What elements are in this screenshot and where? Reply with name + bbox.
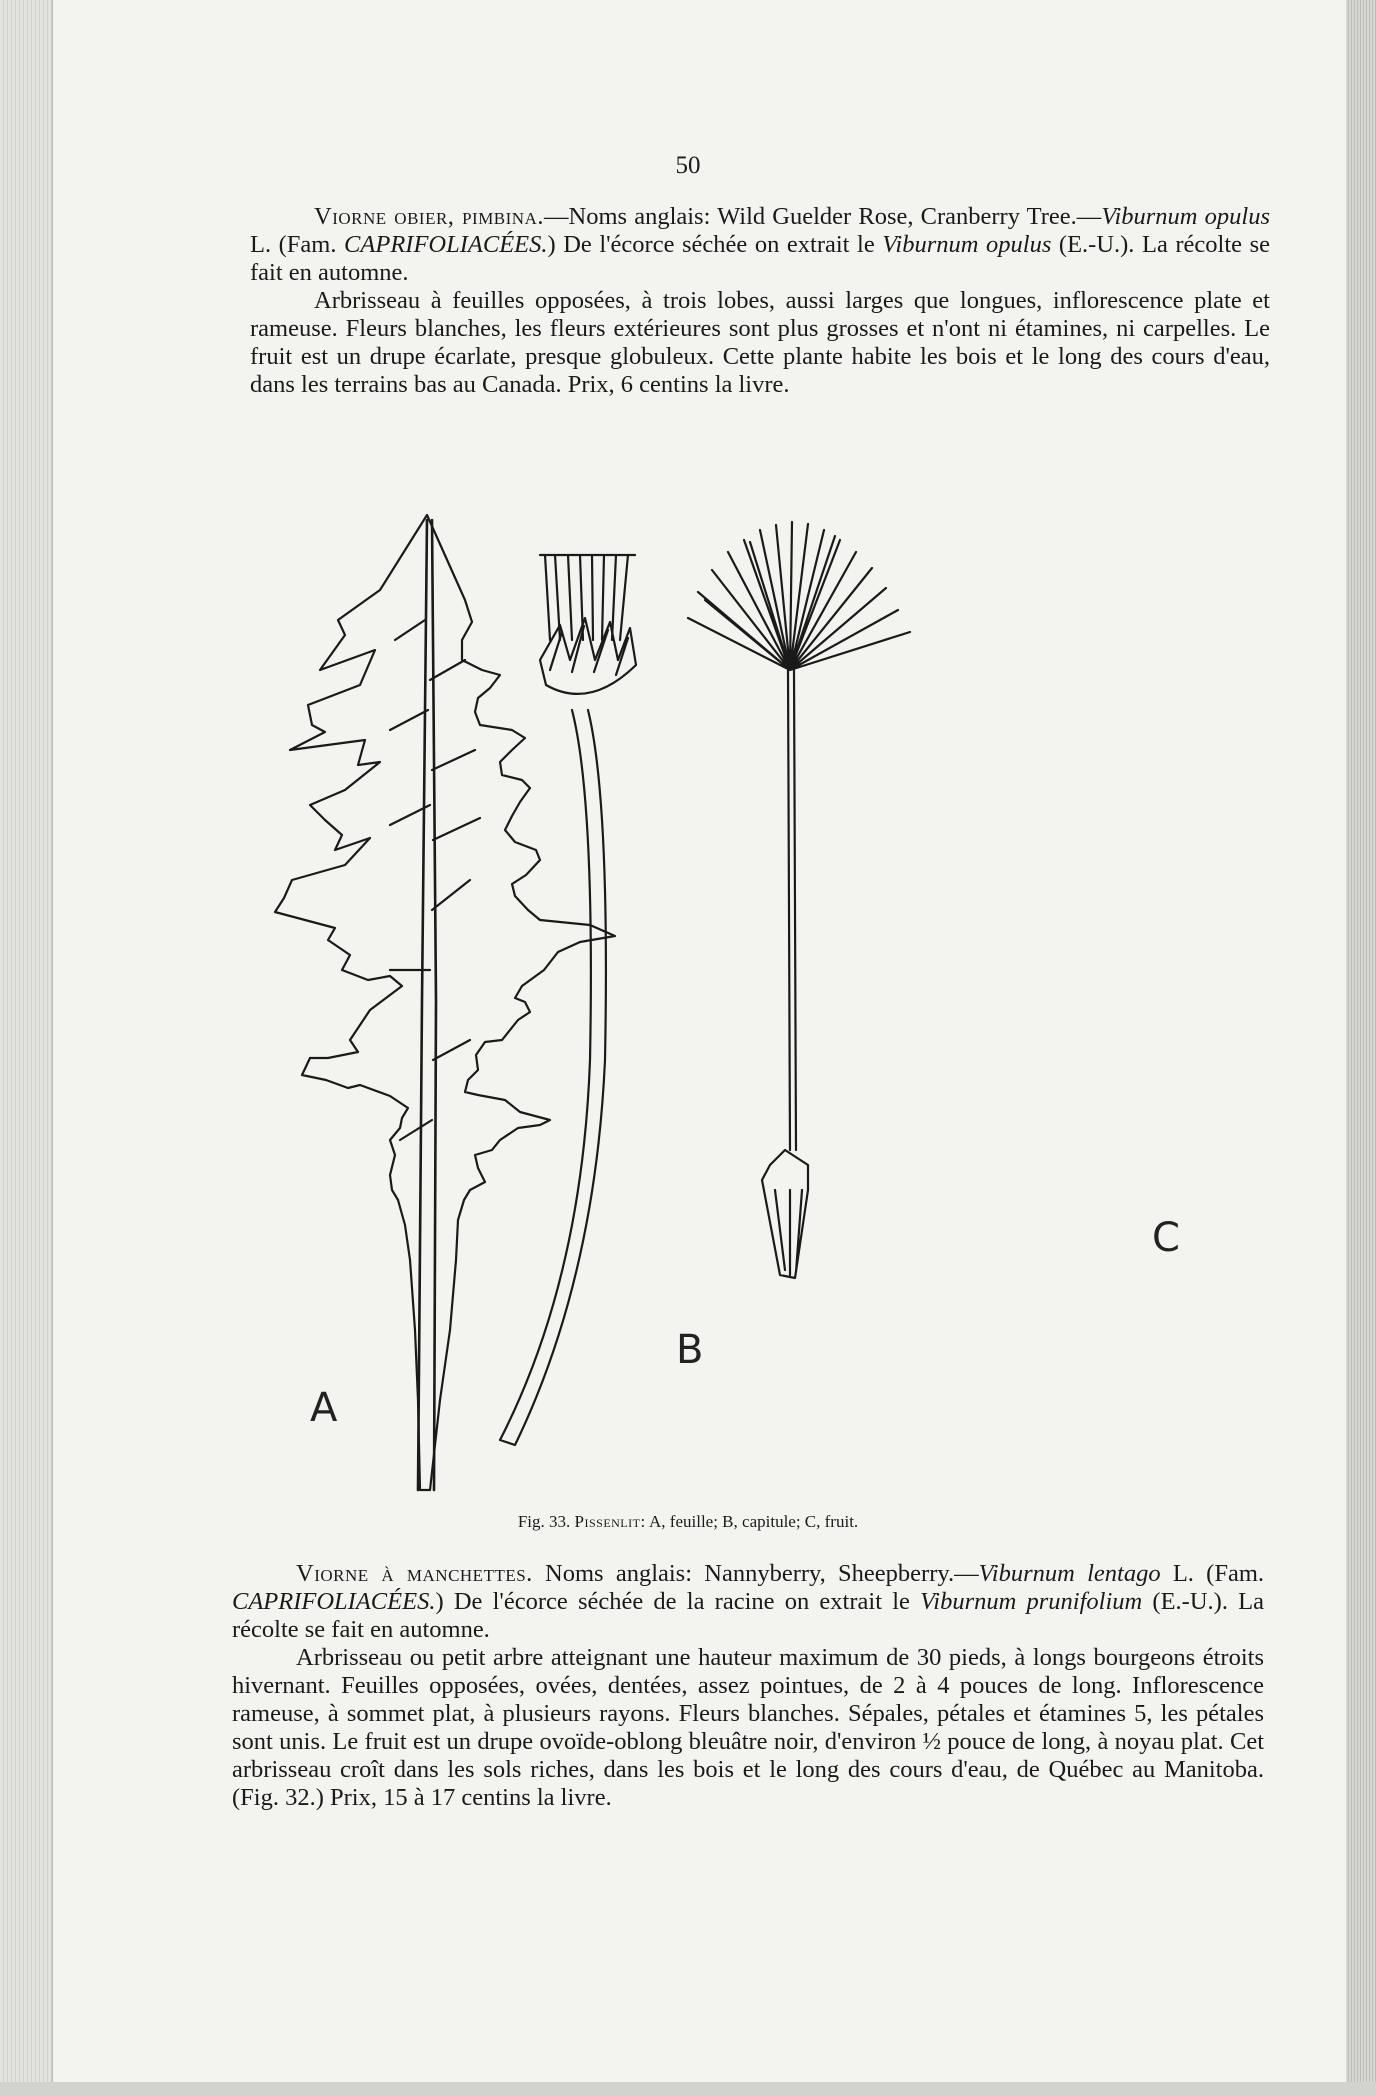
entry-viorne-obier-description: Arbrisseau à feuilles opposées, à trois lobes, aussi larges que longues, inflorescence plate et rameuse. Fleurs blanches, les fleurs extérieures sont plus grosses et n'ont ni étamines, ni carpelles. Le fruit est un drupe écarlate, presque globuleux. Cette plante habite les bois et le long des cours d'eau, dans les terrains bas au Canada. Prix, 6 centins la livre. (250, 287, 1270, 398)
figure-label-b: B (676, 1327, 704, 1373)
dandelion-illustration (250, 500, 1290, 1520)
seed-beak (788, 670, 796, 1150)
entry-heading: Viorne à manchettes. (296, 1560, 533, 1587)
latin-name: Viburnum opulus (1101, 203, 1270, 230)
entry-viorne-a-manchettes (232, 1560, 1264, 1812)
seed-drawing-c (688, 522, 910, 1278)
entry-viorne-a-manchettes-description: Arbrisseau ou petit arbre atteignant une hauteur maximum de 30 pieds, à longs bourgeons étroits hivernant. Feuilles opposées, ovées, dentées, assez pointues, de 2 à 4 pouces de long. Inflorescence rameuse, à sommet plat, à plusieurs rayons. Fleurs blanches. Sépales, pétales et étamines 5, les pétales sont unis. Le fruit est un drupe ovoïde-oblong bleuâtre noir, d'environ ½ pouce de long, à noyau plat. Cet arbrisseau croît dans les sols riches, dans les bois et le long des cours d'eau, de Québec au Manitoba. (Fig. 32.) Prix, 15 à 17 centins la livre. (232, 1644, 1264, 1811)
page-number: 50 (675, 152, 701, 179)
seed-body (762, 1150, 808, 1278)
leaf-drawing-a (275, 515, 615, 1490)
leaf-outline (275, 515, 615, 1490)
page-stack-right-edge (1346, 0, 1376, 2096)
entry-heading: Viorne obier, pimbina. (314, 203, 544, 230)
caption-plant-name: Pissenlit: (574, 1512, 646, 1531)
entry-viorne-a-manchettes-intro: Viorne à manchettes. Noms anglais: Nannyberry, Sheepberry.—Viburnum lentago L. (Fam. CAPRIFOLIACÉES.) De l'écorce séchée de la racine on extrait le Viburnum prunifolium (E.-U.). La récolte se fait en automne. (232, 1560, 1264, 1643)
entry-viorne-obier (250, 203, 1270, 399)
figure-caption: Fig. 33. Pissenlit: A, feuille; B, capitule; C, fruit. (517, 1512, 859, 1531)
entry-viorne-obier-intro: Viorne obier, pimbina.—Noms anglais: Wild Guelder Rose, Cranberry Tree.—Viburnum opulus L. (Fam. CAPRIFOLIACÉES.) De l'écorce séchée on extrait le Viburnum opulus (E.-U.). La récolte se fait en automne. (250, 203, 1270, 286)
latin-name: Viburnum lentago (978, 1560, 1161, 1587)
family-name: CAPRIFOLIACÉES. (232, 1588, 436, 1615)
drug-name: Viburnum opulus (882, 231, 1052, 258)
drug-name: Viburnum prunifolium (920, 1588, 1143, 1615)
pappus-rays (688, 522, 910, 670)
family-name: CAPRIFOLIACÉES. (344, 231, 548, 258)
page-stack-left-edge (0, 0, 53, 2096)
leaf-midrib (418, 520, 436, 1490)
flower-stem (500, 710, 606, 1445)
page-bottom-edge (0, 2082, 1376, 2096)
figure-label-a: A (310, 1385, 338, 1431)
figure-label-c: C (1152, 1215, 1180, 1261)
